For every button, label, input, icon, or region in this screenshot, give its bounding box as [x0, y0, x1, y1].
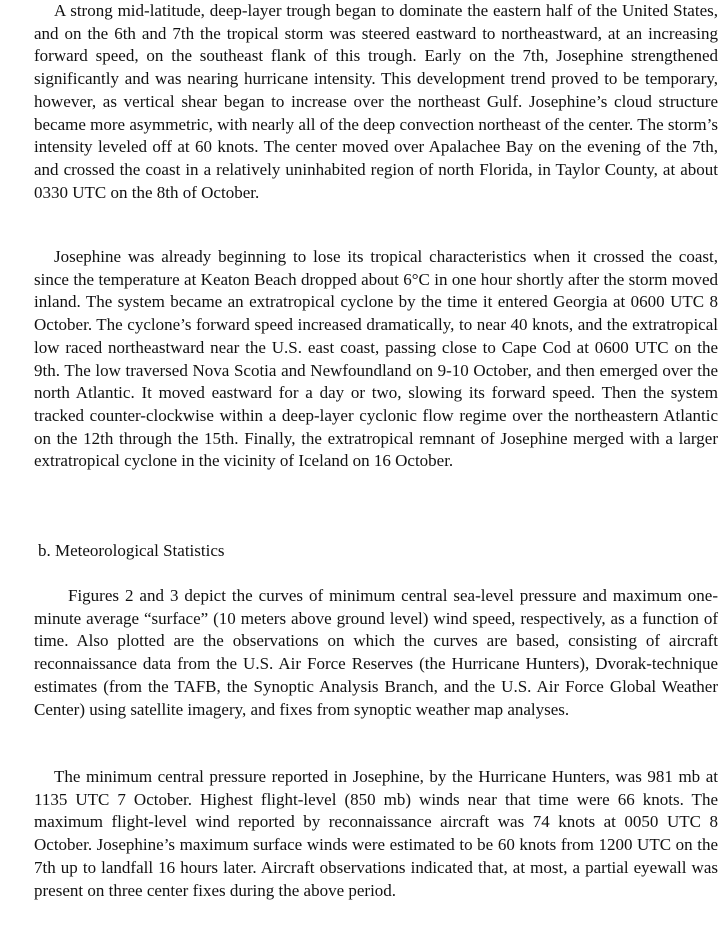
paragraph-minimum-pressure: The minimum central pressure reported in Josephine, by the Hurricane Hunters, was 981 mb at 1135 UTC 7 October. Highest flight-level (850 mb) winds near that time were 66 knots. The maximum flight-level wind reported by reconnaissance aircraft was 74 knots at 0050 UTC 8 October. Josephine’s maximum surface winds were estimated to be 60 knots from 1200 UTC on the 7th up to landfall 16 hours later. Aircraft observations indicated that, at most, a partial eyewall was present on three center fixes during the above period.: [34, 767, 718, 900]
section-heading-meteorological-statistics: b. Meteorological Statistics: [38, 541, 225, 560]
paragraph-trough-steering: A strong mid-latitude, deep-layer trough began to dominate the eastern half of the United States, and on the 6th and 7th the tropical storm was steered eastward to northeastward, at an increasing forward speed, on the southeast flank of this trough. Early on the 7th, Josephine strengthened significantly and was nearing hurricane intensity. This development trend proved to be temporary, however, as vertical shear began to increase over the northeast Gulf. Josephine’s cloud structure became more asymmetric, with nearly all of the deep convection northeast of the center. The storm’s intensity leveled off at 60 knots. The center moved over Apalachee Bay on the evening of the 7th, and crossed the coast in a relatively uninhabited region of north Florida, in Taylor County, at about 0330 UTC on the 8th of October.: [34, 1, 718, 202]
paragraph-figures-description: Figures 2 and 3 depict the curves of minimum central sea-level pressure and maximum one-minute average “surface” (10 meters above ground level) wind speed, respectively, as a function of time. Also plotted are the observations on which the curves are based, consisting of aircraft reconnaissance data from the U.S. Air Force Reserves (the Hurricane Hunters), Dvorak-technique estimates (from the TAFB, the Synoptic Analysis Branch, and the U.S. Air Force Global Weather Center) using satellite imagery, and fixes from synoptic weather map analyses.: [34, 586, 718, 719]
paragraph-extratropical-transition: Josephine was already beginning to lose its tropical characteristics when it crossed the coast, since the temperature at Keaton Beach dropped about 6°C in one hour shortly after the storm moved inland. The system became an extratropical cyclone by the time it entered Georgia at 0600 UTC 8 October. The cyclone’s forward speed increased dramatically, to near 40 knots, and the extratropical low raced northeastward near the U.S. east coast, passing close to Cape Cod at 0600 UTC on the 9th. The low traversed Nova Scotia and Newfoundland on 9-10 October, and then emerged over the north Atlantic. It moved eastward for a day or two, slowing its forward speed. Then the system tracked counter-clockwise within a deep-layer cyclonic flow regime over the northeastern Atlantic on the 12th through the 15th. Finally, the extratropical remnant of Josephine merged with a larger extratropical cyclone in the vicinity of Iceland on 16 October.: [34, 247, 718, 471]
